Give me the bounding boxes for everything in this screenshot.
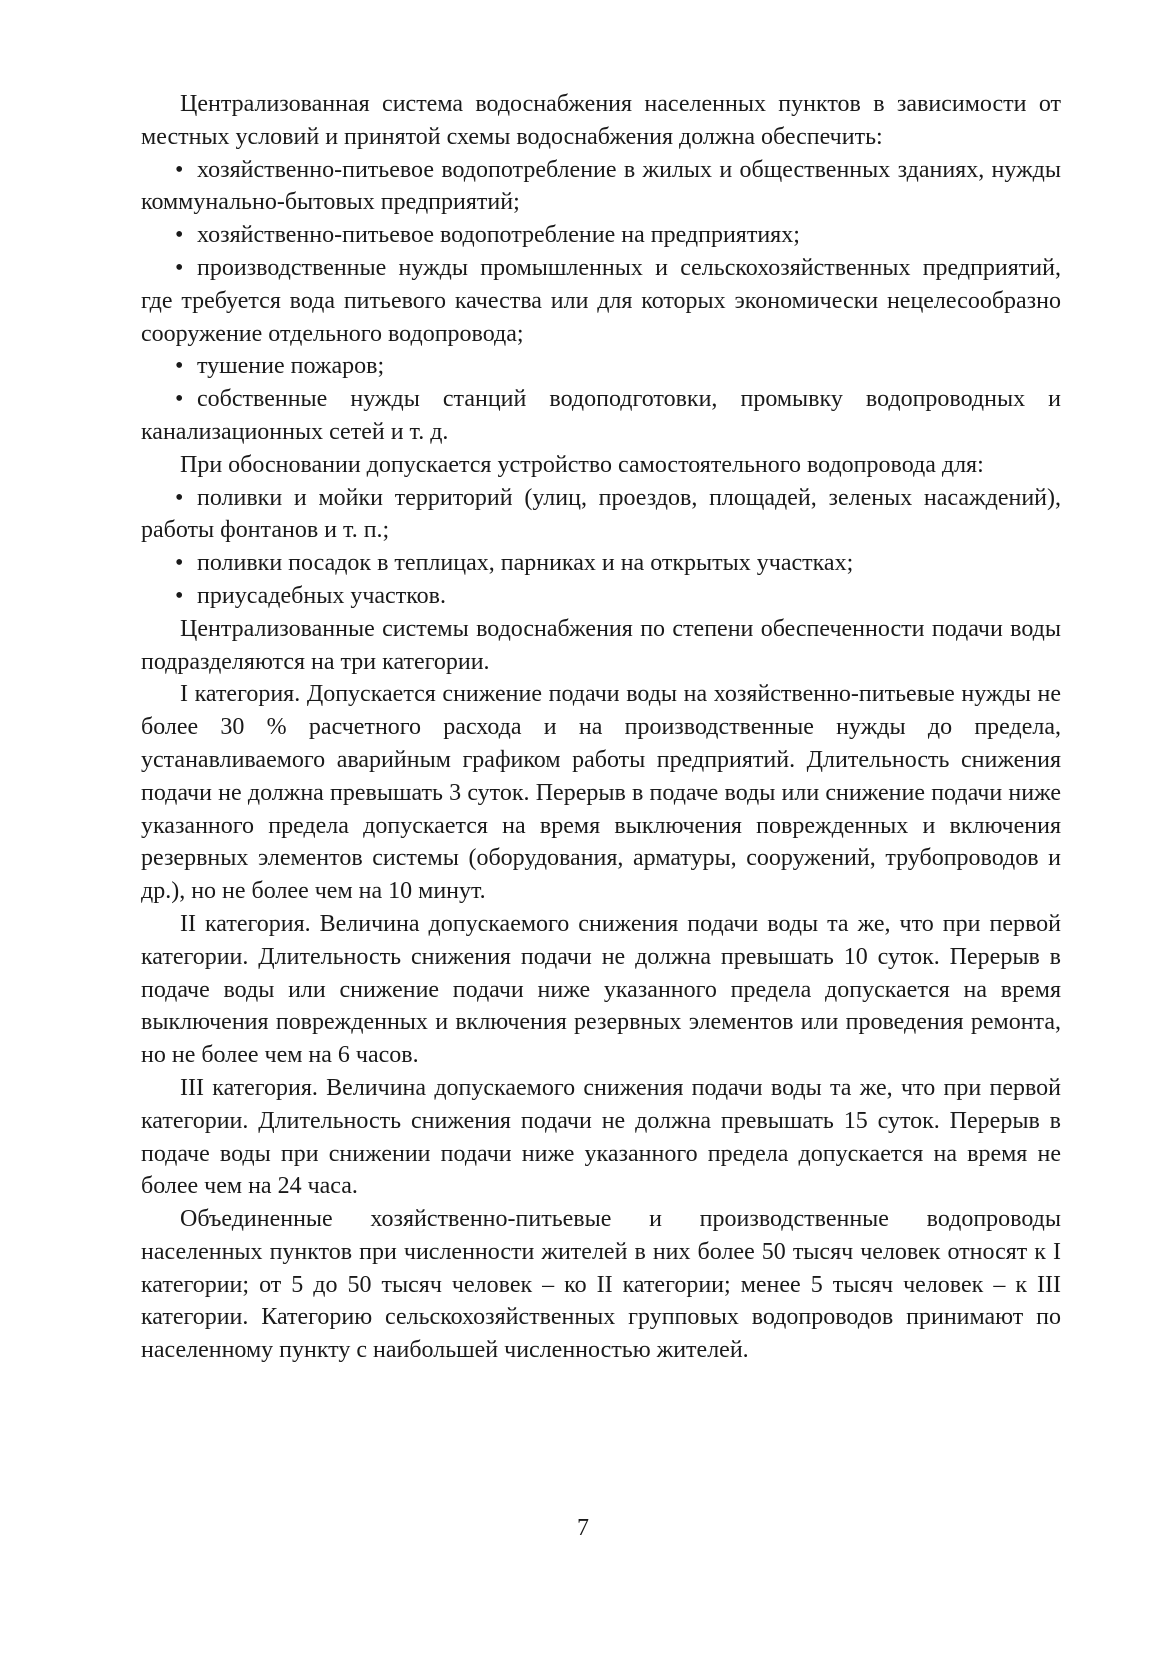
paragraph-category-3: III категория. Величина допускаемого снижения подачи воды та же, что при первой категории. Длительность снижения подачи не должна превышать 15 суток. Перерыв в подаче воды при снижении подачи ниже указанного предела допускается на время не более чем на 24 часа. — [141, 1074, 1061, 1200]
bullet-icon: • — [175, 550, 184, 577]
bullet-item — [141, 219, 1061, 252]
paragraph-category-2: II категория. Величина допускаемого снижения подачи воды та же, что при первой категории. Длительность снижения подачи не должна превышать 10 суток. Перерыв в подаче воды или снижение подачи ниже указанного предела допускается на время выключения поврежденных и включения резервных элементов или проведения ремонта, но не более чем на 6 часов. — [141, 910, 1061, 1069]
paragraph: При обосновании допускается устройство самостоятельного водопровода для: — [180, 451, 984, 478]
bullet-item — [141, 252, 1061, 350]
bullet-icon: • — [175, 582, 184, 609]
bullet-text: хозяйственно-питьевое водопотребление на предприятиях; — [197, 222, 800, 249]
bullet-icon: • — [175, 254, 184, 281]
bullet-item — [141, 482, 1061, 548]
bullet-text: поливки и мойки территорий (улиц, проездов, площадей, зеленых насаждений), работы фонтанов и т. п.; — [141, 484, 1061, 544]
bullet-icon: • — [175, 353, 184, 380]
bullet-item — [141, 154, 1061, 220]
bullet-text: производственные нужды промышленных и сельскохозяйственных предприятий, где требуется вода питьевого качества или для которых экономически нецелесообразно сооружение отдельного водопровода; — [141, 254, 1061, 347]
bullet-item — [141, 580, 1061, 613]
bullet-item — [141, 547, 1061, 580]
bullet-text: поливки посадок в теплицах, парниках и на открытых участках; — [197, 550, 854, 577]
paragraph: Объединенные хозяйственно-питьевые и производственные водопроводы населенных пунктов при численности жителей в них более 50 тысяч человек относят к I категории; от 5 до 50 тысяч человек – ко II категории; менее 5 тысяч человек – к III категории. Категорию сельскохозяйственных групповых водопроводов принимают по населенному пункту с наибольшей численностью жителей. — [141, 1206, 1061, 1364]
bullet-icon: • — [175, 222, 184, 249]
bullet-icon: • — [175, 386, 184, 413]
paragraph: Централизованная система водоснабжения населенных пунктов в зависимости от местных условий и принятой схемы водоснабжения должна обеспечить: — [141, 91, 1061, 150]
bullet-text: хозяйственно-питьевое водопотребление в жилых и общественных зданиях, нужды коммунально-бытовых предприятий; — [141, 156, 1061, 216]
bullet-item — [141, 350, 1061, 383]
bullet-icon: • — [175, 484, 184, 511]
paragraph-category-1: I категория. Допускается снижение подачи воды на хозяйственно-питьевые нужды не более 30 % расчетного расхода и на производственные нужды до предела, устанавливаемого аварийным графиком работы предприятий. Длительность снижения подачи не должна превышать 3 суток. Перерыв в подаче воды или снижение подачи ниже указанного предела допускается на время выключения поврежденных и включения резервных элементов системы (оборудования, арматуры, сооружений, трубопроводов и др.), но не более чем на 10 минут. — [141, 681, 1061, 905]
page-body — [141, 88, 1061, 1367]
bullet-text: собственные нужды станций водоподготовки, промывку водопроводных и канализационных сетей и т. д. — [141, 386, 1061, 445]
bullet-text: приусадебных участков. — [197, 582, 446, 609]
page-number: 7 — [577, 1515, 589, 1541]
bullet-icon: • — [175, 156, 184, 183]
bullet-text: тушение пожаров; — [197, 353, 385, 380]
paragraph: Централизованные системы водоснабжения по степени обеспеченности подачи воды подразделяются на три категории. — [141, 615, 1061, 675]
bullet-item — [141, 383, 1061, 449]
